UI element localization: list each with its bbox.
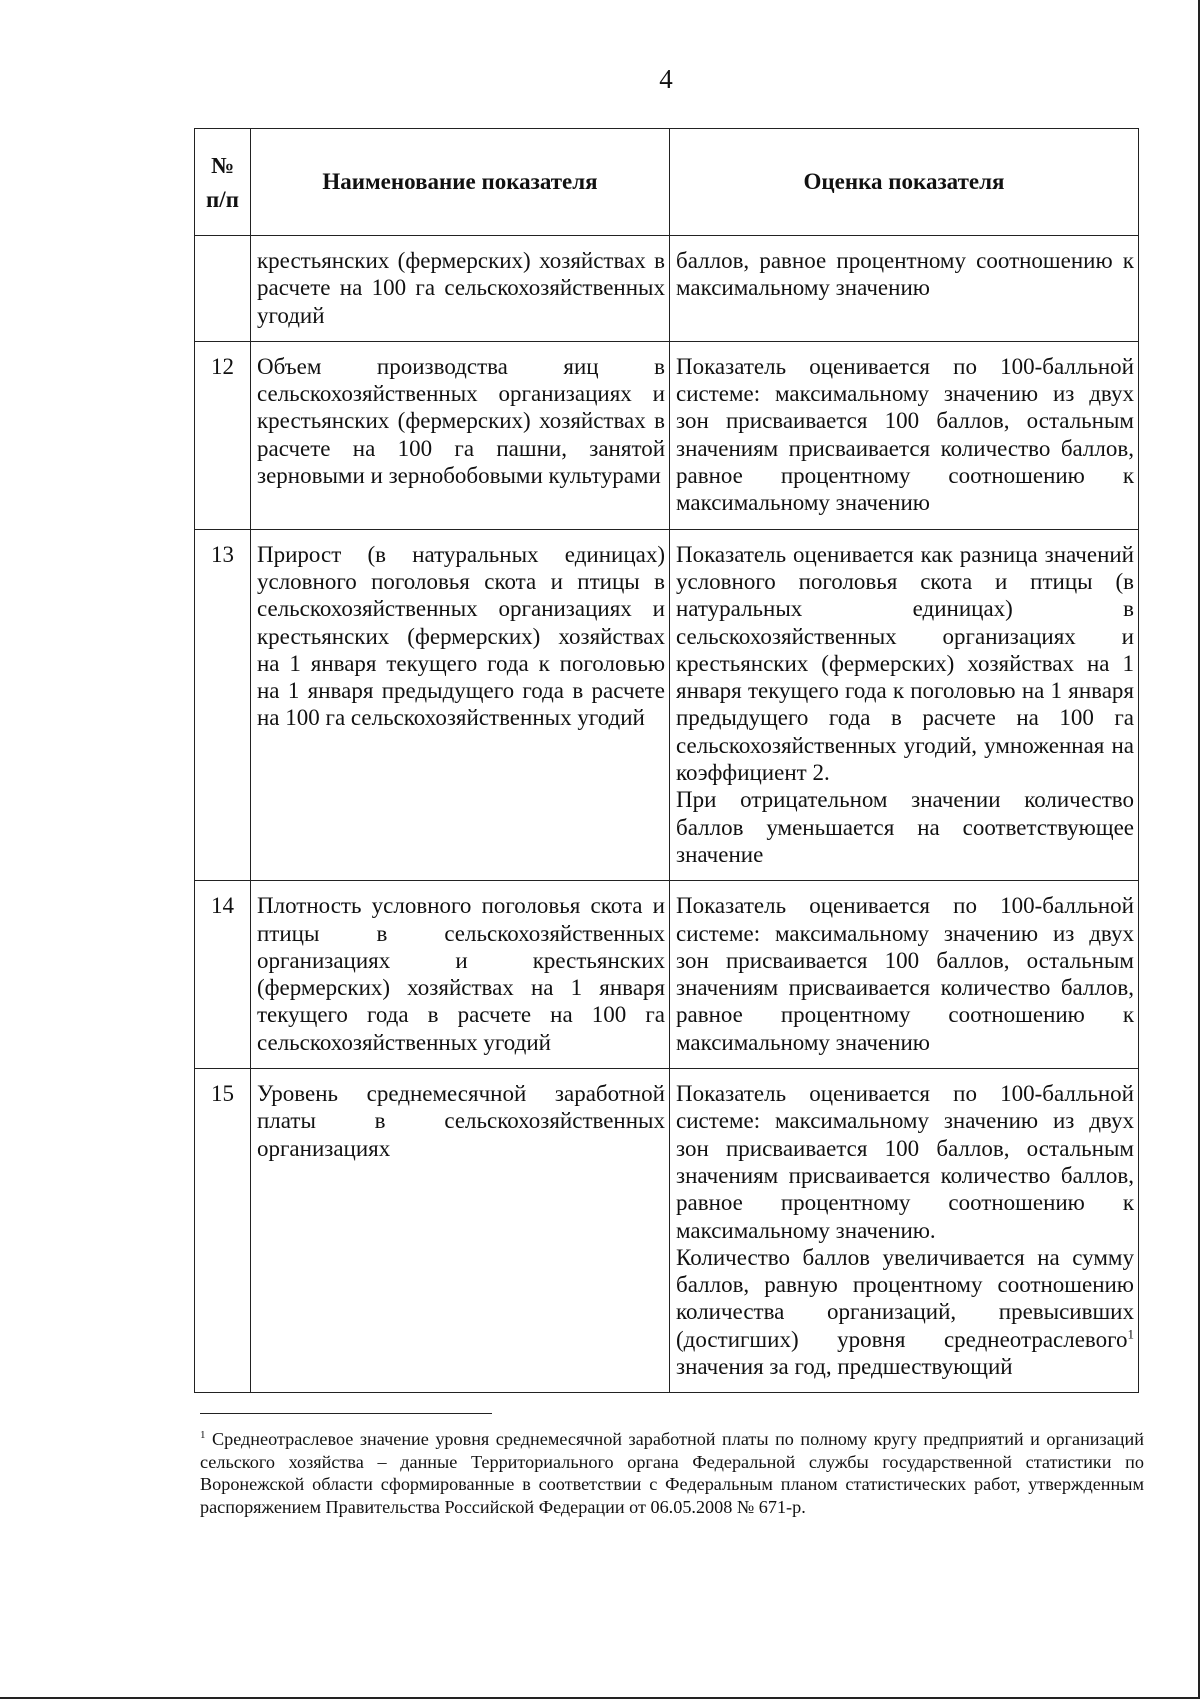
row-indicator-name: Уровень среднемесячной заработной платы в сельскохозяйственных организациях: [251, 1069, 670, 1393]
row-indicator-score: [670, 1069, 1139, 1393]
score-text-tail: значения за год, предшествующий: [676, 1353, 1013, 1379]
score-paragraph: [676, 1244, 1134, 1380]
score-paragraph: Показатель оценивается по 100-балльной системе: максимальному значению из двух зон присваивается 100 баллов, остальным значениям присваивается количество баллов, равное процентному соотношению к максимальному значению: [676, 893, 1134, 1055]
row-indicator-name: Прирост (в натуральных единицах) условного поголовья скота и птицы в сельскохозяйственных организациях и крестьянских (фермерских) хозяйствах на 1 января текущего года к поголовью на 1 января предыдущего года в расчете на 100 га сельскохозяйственных угодий: [251, 529, 670, 881]
row-indicator-score: [670, 236, 1139, 342]
row-number: 14: [195, 881, 251, 1069]
indicator-table: [194, 128, 1139, 1393]
row-indicator-score: [670, 881, 1139, 1069]
indicator-table-wrapper: [194, 128, 1138, 1393]
table-row: [195, 529, 1139, 881]
footnote-mark: 1: [200, 1428, 206, 1441]
footnote: [200, 1428, 1144, 1518]
row-number: [195, 236, 251, 342]
score-paragraph: Показатель оценивается по 100-балльной системе: максимальному значению из двух зон присваивается 100 баллов, остальным значениям присваивается количество баллов, равное процентному соотношению к максимальному значению: [676, 353, 1134, 516]
score-paragraph: Показатель оценивается как разница значений условного поголовья скота и птицы (в натуральных единицах) в сельскохозяйственных организациях и крестьянских (фермерских) хозяйствах на 1 января текущего года к поголовью на 1 января предыдущего года в расчете на 100 га сельскохозяйственных угодий, умноженная на коэффициент 2.: [676, 541, 1134, 786]
row-indicator-name: Плотность условного поголовья скота и птицы в сельскохозяйственных организациях и крестьянских (фермерских) хозяйствах на 1 января текущего года в расчете на 100 га сельскохозяйственных угодий: [251, 881, 670, 1069]
table-header-row: [195, 129, 1139, 236]
score-text: Количество баллов увеличивается на сумму баллов, равную процентному соотношению количества организаций, превысивших (достигших) уровня среднеотраслевого: [676, 1244, 1134, 1352]
row-indicator-name: крестьянских (фермерских) хозяйствах в расчете на 100 га сельскохозяйственных угодий: [251, 236, 670, 342]
footnote-reference: 1: [1127, 1326, 1134, 1342]
score-paragraph: При отрицательном значении количество баллов уменьшается на соответствующее значение: [676, 787, 1134, 867]
row-number: 13: [195, 529, 251, 881]
row-indicator-name: Объем производства яиц в сельскохозяйственных организациях и крестьянских (фермерских) хозяйствах в расчете на 100 га пашни, занятой зерновыми и зернобобовыми культурами: [251, 341, 670, 529]
row-number: 15: [195, 1069, 251, 1393]
footnote-divider: [200, 1413, 492, 1414]
footnote-text: Среднеотраслевое значение уровня среднемесячной заработной платы по полному кругу предприятий и организаций сельского хозяйства – данные Территориального органа Федеральной службы государственной статистики по Воронежской области сформированные в соответствии с Федеральным планом статистических работ, утвержденным распоряжением Правительства Российской Федерации от 06.05.2008 № 671-р.: [200, 1429, 1144, 1517]
row-indicator-score: [670, 529, 1139, 881]
table-row: [195, 1069, 1139, 1393]
row-indicator-score: [670, 341, 1139, 529]
header-number: № п/п: [195, 129, 251, 236]
table-row: [195, 881, 1139, 1069]
score-paragraph: баллов, равное процентному соотношению к максимальному значению: [676, 248, 1134, 301]
page-number: 4: [659, 64, 673, 94]
header-indicator-name: Наименование показателя: [251, 129, 670, 236]
header-indicator-score: Оценка показателя: [670, 129, 1139, 236]
table-row: [195, 341, 1139, 529]
score-paragraph: Показатель оценивается по 100-балльной системе: максимальному значению из двух зон присваивается 100 баллов, остальным значениям присваивается количество баллов, равное процентному соотношению к максимальному значению.: [676, 1081, 1134, 1243]
row-number: 12: [195, 341, 251, 529]
table-row: [195, 236, 1139, 342]
